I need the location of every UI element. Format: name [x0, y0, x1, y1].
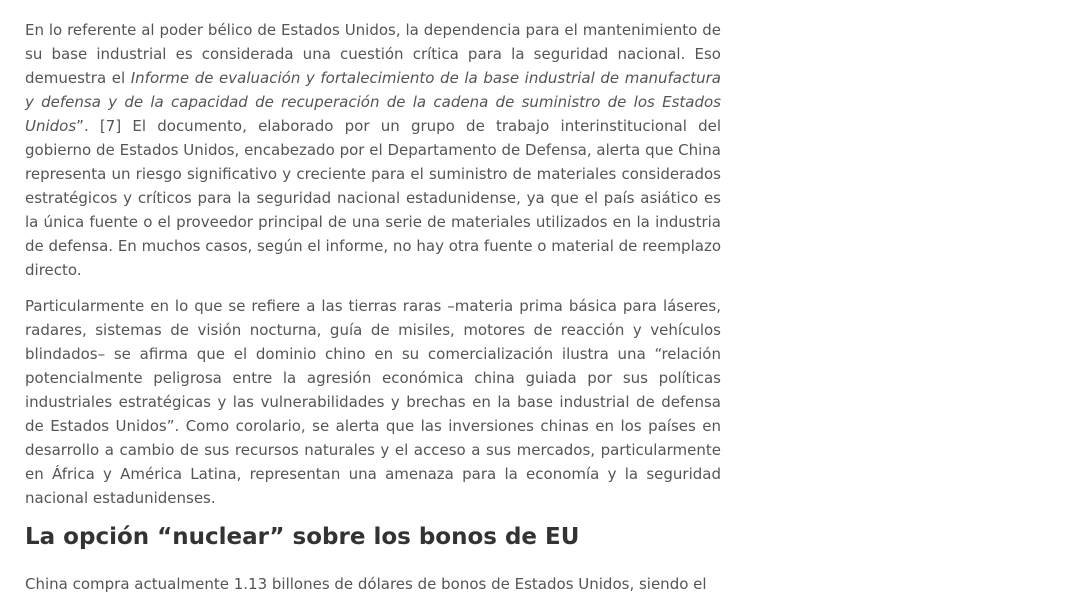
paragraph-1-text-end: ”. [7] El documento, elaborado por un grupo de trabajo interinstitucional del gobierno de Estados Unidos, encabezado por el Departamento de Defensa, alerta que China representa un riesgo significativo y creciente para el suministro de materiales considerados estratégicos y críticos para la seguridad nacional estadunidense, ya que el país asiático es la única fuente o el proveedor principal de una serie de materiales utilizados en la industria de defensa. En muchos casos, según el informe, no hay otra fuente o material de reemplazo directo. — [25, 117, 721, 279]
article-body — [25, 18, 721, 608]
report-title: Informe de evaluación y fortalecimiento de la base industrial de manufactura y defensa y de la capacidad de recuperación de la cadena de suministro de los Estados Unidos — [25, 69, 721, 135]
paragraph-1 — [25, 18, 721, 282]
section-heading: La opción “nuclear” sobre los bonos de EU — [25, 524, 580, 550]
paragraph-1-text-start: En lo referente al poder bélico de Estados Unidos, la dependencia para el mantenimiento de su base industrial es considerada una cuestión crítica para la seguridad nacional. Eso demuestra el — [25, 21, 721, 87]
paragraph-3-partial: China compra actualmente 1.13 billones de dólares de bonos de Estados Unidos, siendo el — [25, 575, 707, 593]
paragraph-2: Particularmente en lo que se refiere a las tierras raras –materia prima básica para láseres, radares, sistemas de visión nocturna, guía de misiles, motores de reacción y vehículos blindados– se afirma que el dominio chino en su comercialización ilustra una “relación potencialmente peligrosa entre la agresión económica china guiada por sus políticas industriales estratégicas y las vulnerabilidades y brechas en la base industrial de defensa de Estados Unidos”. Como corolario, se alerta que las inversiones chinas en los países en desarrollo a cambio de sus recursos naturales y el acceso a sus mercados, particularmente en África y América Latina, representan una amenaza para la economía y la seguridad nacional estadunidenses. — [25, 297, 721, 507]
